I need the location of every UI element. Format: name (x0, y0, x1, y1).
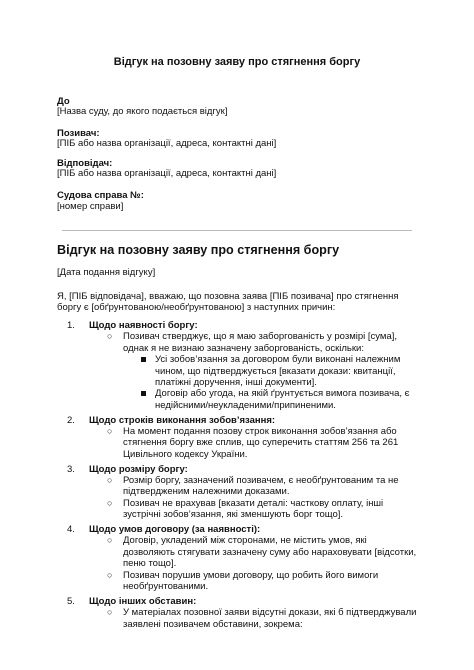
sub-item-text: Позивач не врахував [вказати деталі: часткову оплату, інші зустрічні зобов’язання, які зменшують борг тощо]. (123, 497, 384, 521)
sub-list-item (75, 535, 417, 569)
sub-list (75, 607, 417, 630)
circle-bullet-icon: ○ (107, 426, 113, 437)
defendant-label: Відповідач: (57, 158, 113, 169)
sub-list-item (75, 426, 417, 460)
section-divider (62, 230, 412, 231)
item-number: 5. (67, 595, 75, 607)
document-title: Відгук на позовну заяву про стягнення боргу (113, 56, 361, 68)
sub-item-text: Позивач стверджує, що я маю заборгованість у розмірі [сума], однак я не визнаю зазначену заборгованість, оскільки: (123, 331, 398, 354)
list-item (57, 415, 417, 461)
list-item (57, 524, 417, 592)
list-item (57, 320, 417, 411)
circle-bullet-icon: ○ (107, 535, 113, 546)
sub-item-text: Договір, укладений між сторонами, не містить умов, які дозволяють стягувати зазначену суму або нараховувати [відсотки, пеню тощо]. (123, 535, 417, 570)
intro-paragraph: Я, [ПІБ відповідача], вважаю, що позовна заява [ПІБ позивача] про стягнення боргу є [обґрунтованою/необґрунтованою] з наступних причин: (57, 291, 399, 314)
filing-date: [Дата подання відгуку] (57, 267, 156, 278)
court-label: До (57, 96, 70, 107)
square-bullet-icon (141, 357, 146, 362)
circle-bullet-icon: ○ (107, 607, 113, 618)
sub-list-item (75, 570, 417, 593)
item-title: Щодо строків виконання зобов’язання: (89, 414, 276, 426)
case-number-label: Судова справа №: (57, 190, 144, 201)
item-title: Щодо розміру боргу: (89, 463, 188, 475)
circle-bullet-icon: ○ (107, 497, 113, 508)
nested-list-item (123, 388, 417, 411)
item-title: Щодо умов договору (за наявності): (89, 524, 261, 536)
sub-item-text: У матеріалах позовної заяви відсутні докази, які б підтверджували заявлені позивачем обставини, зокрема: (123, 607, 417, 630)
sub-item-text: Розмір боргу, зазначений позивачем, є необґрунтованим та не підтвердженим належними доказами. (123, 475, 399, 498)
circle-bullet-icon: ○ (107, 569, 113, 580)
case-number-value: [номер справи] (57, 201, 124, 212)
item-number: 3. (67, 463, 75, 475)
sub-list-item (75, 475, 417, 498)
nested-item-text: Договір або угода, на якій ґрунтується вимога позивача, є недійсними/неукладеними/припиненими. (155, 388, 410, 411)
nested-item-text: Усі зобов’язання за договором були виконані належним чином, що підтверджується [вказати докази: квитанції, платіжні доручення, інші документи]. (155, 354, 401, 389)
sub-item-text: Позивач порушив умови договору, що робить його вимоги необґрунтованими. (123, 569, 379, 593)
sub-list-item (75, 331, 417, 411)
sub-list (75, 331, 417, 411)
list-item (57, 596, 417, 630)
sub-list-item (75, 498, 417, 521)
court-value: [Назва суду, до якого подається відгук] (57, 106, 228, 117)
sub-list (75, 475, 417, 521)
plaintiff-label: Позивач: (57, 128, 100, 139)
item-title: Щодо наявності боргу: (89, 320, 198, 331)
circle-bullet-icon: ○ (107, 475, 113, 486)
defendant-value: [ПІБ або назва організації, адреса, контактні дані] (57, 168, 277, 179)
item-number: 4. (67, 524, 75, 536)
square-bullet-icon (141, 391, 146, 396)
sub-list (75, 535, 417, 592)
sub-item-text: На момент подання позову строк виконання зобов’язання або стягнення боргу вже сплив, що суперечить статтям 256 та 261 Цивільного кодексу України. (123, 426, 399, 460)
list-item (57, 464, 417, 521)
objections-list (57, 320, 417, 634)
nested-list (123, 354, 417, 411)
plaintiff-value: [ПІБ або назва організації, адреса, контактні дані] (57, 138, 277, 149)
sub-list (75, 426, 417, 460)
sub-list-item (75, 607, 417, 630)
item-number: 2. (67, 414, 75, 426)
item-title: Щодо інших обставин: (89, 595, 197, 607)
nested-list-item (123, 354, 417, 388)
circle-bullet-icon: ○ (107, 331, 113, 342)
item-number: 1. (67, 320, 75, 331)
section-heading: Відгук на позовну заяву про стягнення боргу (57, 243, 340, 257)
